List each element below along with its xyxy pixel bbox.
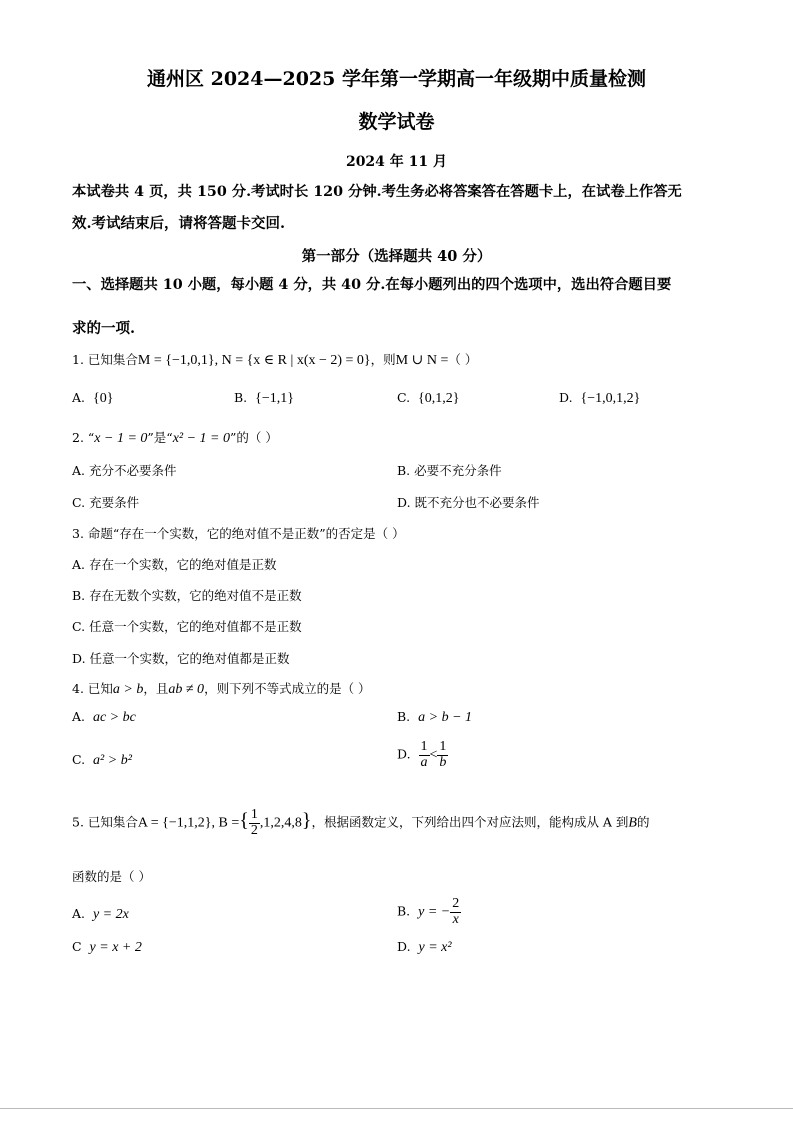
q5-set-b-rest: ,1,2,4,8	[259, 815, 302, 831]
q4-expression-2: ab ≠ 0	[168, 682, 205, 697]
q2-stem	[72, 428, 278, 447]
q5-set-b-half-numerator: 1	[250, 807, 258, 822]
q2-expression-1: x − 1 = 0	[94, 431, 148, 446]
q1-option-a-value: {0}	[92, 391, 114, 406]
page-bottom-border	[0, 1108, 793, 1109]
q4-option-c	[72, 752, 132, 769]
q1-option-a	[72, 390, 113, 407]
exam-subject: 数学试卷	[358, 111, 435, 133]
q1-option-d-label: D.	[559, 390, 573, 405]
q5-option-b-fraction	[450, 897, 461, 927]
q5-option-d-label: D.	[397, 939, 411, 954]
q4-option-a-value: ac > bc	[92, 710, 136, 725]
q1-option-d	[559, 390, 640, 407]
q3-option-c: C. 任意一个实数，它的绝对值都不是正数	[72, 619, 302, 634]
q4-option-d-numerator-2: 1	[439, 739, 447, 754]
q1-option-c-label: C.	[397, 390, 411, 405]
q2-expression-2: x² − 1 = 0	[172, 431, 230, 446]
q3-option-b: B. 存在无数个实数，它的绝对值不是正数	[72, 588, 302, 603]
q5-option-c-label: C	[72, 939, 82, 954]
notice-line-2: 效.考试结束后，请将答题卡交回.	[72, 215, 286, 232]
q4-option-a	[72, 709, 136, 726]
q2-text-a: 2. “	[72, 430, 95, 445]
q4-option-d-denominator-1: a	[420, 754, 428, 770]
q2-option-c: C. 充要条件	[72, 495, 140, 510]
q5-option-b	[397, 897, 461, 927]
q1-set-expression: M = {−1,0,1}, N = {x ∈ R | x(x − 2) = 0}	[137, 353, 371, 368]
q5-set-b-half	[249, 808, 260, 838]
q4-option-b-value: a > b − 1	[418, 710, 473, 725]
q5-option-d-value: y = x²	[418, 940, 452, 955]
q1-option-d-value: {−1,0,1,2}	[580, 391, 641, 406]
q4-option-d-denominator-2: b	[439, 754, 447, 770]
q3-option-d: D. 任意一个实数，它的绝对值都是正数	[72, 651, 290, 666]
q4-option-b	[397, 709, 472, 726]
q4-option-c-label: C.	[72, 752, 86, 767]
q1-option-a-label: A.	[72, 390, 86, 405]
q5-set-b-half-denominator: 2	[250, 822, 258, 838]
q1-stem	[72, 350, 477, 369]
q4-option-d-label: D.	[397, 746, 411, 762]
q5-option-d	[397, 939, 452, 956]
q4-option-b-label: B.	[397, 709, 411, 724]
q4-option-d-numerator-1: 1	[420, 739, 428, 754]
q4-option-d-fraction-2	[437, 740, 448, 770]
q4-text-a: 4. 已知	[72, 681, 113, 696]
q1-option-b	[234, 390, 294, 407]
q5-option-a-value: y = 2x	[92, 907, 129, 922]
q3-stem: 3. 命题“存在一个实数，它的绝对值不是正数”的否定是（ ）	[72, 526, 405, 541]
q5-option-b-label: B.	[397, 903, 411, 919]
q5-stem-line-2: 函数的是（ ）	[72, 869, 151, 884]
q1-prefix: 1. 已知集合	[72, 352, 138, 367]
q4-text-c: ，则下列不等式成立的是（ ）	[204, 681, 371, 696]
q4-option-a-label: A.	[72, 709, 86, 724]
q2-option-a: A. 充分不必要条件	[72, 463, 177, 478]
q4-stem	[72, 679, 371, 698]
q5-option-a	[72, 906, 129, 923]
q5-text-a: 5. 已知集合	[72, 814, 138, 830]
q5-set-b-open-brace: {	[239, 809, 249, 832]
q3-option-a: A. 存在一个实数，它的绝对值是正数	[72, 557, 277, 572]
part1-instruction-line-2: 求的一项.	[72, 320, 136, 337]
q4-option-d	[397, 740, 448, 770]
q2-text-c: ”的（ ）	[230, 430, 278, 445]
part1-heading: 第一部分（选择题共 40 分）	[301, 248, 492, 265]
part1-instruction-line-1: 一、选择题共 10 小题，每小题 4 分，共 40 分.在每小题列出的四个选项中，选出符合题目要	[72, 277, 672, 293]
q5-option-b-lhs: y = −	[418, 904, 451, 920]
q1-suffix: ，则	[370, 352, 396, 367]
q5-option-b-numerator: 2	[452, 896, 460, 911]
q1-option-b-label: B.	[234, 390, 248, 405]
q5-set-b-name: B	[628, 815, 637, 831]
q1-option-b-value: {−1,1}	[255, 391, 294, 406]
q2-option-d: D. 既不充分也不必要条件	[397, 495, 540, 510]
q4-option-c-value: a² > b²	[93, 753, 132, 768]
q2-text-b: ”是“	[147, 430, 173, 445]
q4-expression-1: a > b	[112, 682, 144, 697]
q5-text-c: 的	[636, 814, 650, 830]
q5-option-b-denominator: x	[452, 911, 459, 927]
q5-option-a-label: A.	[72, 906, 86, 921]
q1-option-c	[397, 390, 460, 407]
q5-stem	[72, 808, 650, 838]
q1-paren: （ ）	[448, 352, 478, 367]
q4-option-d-fraction-1	[419, 740, 430, 770]
q4-option-d-less-than: <	[429, 747, 438, 763]
q2-option-b: B. 必要不充分条件	[397, 463, 502, 478]
exam-date: 2024 年 11 月	[345, 154, 448, 170]
notice-line-1: 本试卷共 4 页，共 150 分.考试时长 120 分钟.考生务必将答案答在答题卡上，在试卷上作答无	[72, 184, 682, 200]
q5-option-c	[72, 939, 142, 956]
q1-union-expression: M ∪ N =	[395, 353, 449, 368]
q5-option-c-value: y = x + 2	[89, 940, 142, 955]
q5-set-b-close-brace: }	[301, 809, 312, 832]
q4-text-b: ，且	[143, 681, 169, 696]
q5-set-a: A = {−1,1,2}, B =	[137, 815, 240, 831]
exam-title: 通州区 2024—2025 学年第一学期高一年级期中质量检测	[147, 68, 646, 90]
q1-option-c-value: {0,1,2}	[418, 391, 460, 406]
q5-text-b: ，根据函数定义，下列给出四个对应法则，能构成从 A 到	[311, 814, 629, 830]
